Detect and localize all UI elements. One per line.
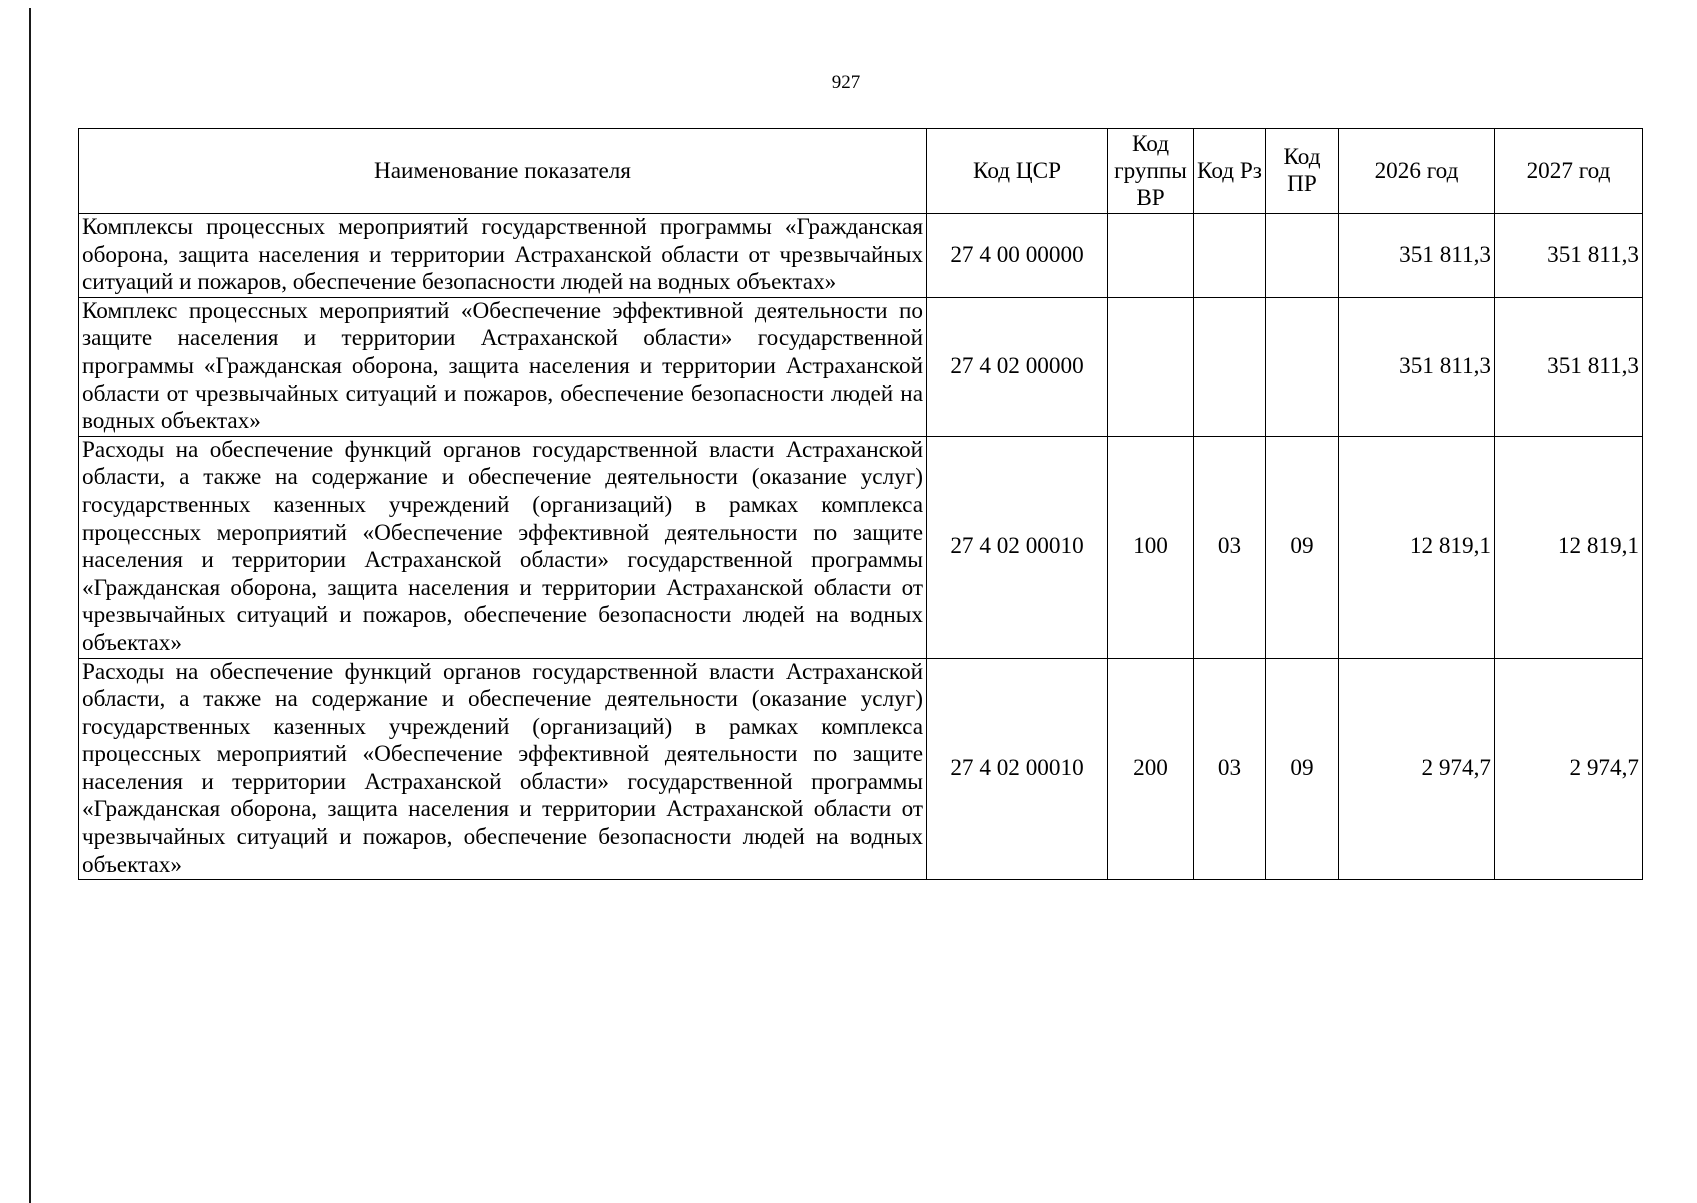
row-2027: 2 974,7 (1495, 658, 1643, 880)
header-2026: 2026 год (1339, 129, 1495, 214)
row-pr (1266, 297, 1339, 436)
header-2027: 2027 год (1495, 129, 1643, 214)
row-pr (1266, 214, 1339, 298)
header-vr: Код группы ВР (1108, 129, 1194, 214)
table-row (79, 658, 1643, 880)
row-2026: 351 811,3 (1339, 297, 1495, 436)
row-pr: 09 (1266, 658, 1339, 880)
row-2026: 2 974,7 (1339, 658, 1495, 880)
page-number: 927 (831, 72, 861, 93)
row-csr: 27 4 00 00000 (927, 214, 1108, 298)
row-csr: 27 4 02 00010 (927, 658, 1108, 880)
row-vr: 100 (1108, 436, 1194, 658)
row-vr (1108, 297, 1194, 436)
row-csr: 27 4 02 00000 (927, 297, 1108, 436)
row-name: Расходы на обеспечение функций органов государственной власти Астраханской области, а также на содержание и обеспечение деятельности (оказание услуг) государственных казенных учреждений (организаций) в рамках комплекса процессных мероприятий «Обеспечение эффективной деятельности по защите населения и территории Астраханской области» государственной программы «Гражданская оборона, защита населения и территории Астраханской области от чрезвычайных ситуаций и пожаров, обеспечение безопасности людей на водных объектах» (79, 658, 927, 880)
row-2027: 351 811,3 (1495, 214, 1643, 298)
row-2027: 12 819,1 (1495, 436, 1643, 658)
row-csr: 27 4 02 00010 (927, 436, 1108, 658)
header-name: Наименование показателя (79, 129, 927, 214)
row-rz (1194, 214, 1266, 298)
row-vr: 200 (1108, 658, 1194, 880)
table-row (79, 297, 1643, 436)
header-rz: Код Рз (1194, 129, 1266, 214)
row-name: Расходы на обеспечение функций органов государственной власти Астраханской области, а также на содержание и обеспечение деятельности (оказание услуг) государственных казенных учреждений (организаций) в рамках комплекса процессных мероприятий «Обеспечение эффективной деятельности по защите населения и территории Астраханской области» государственной программы «Гражданская оборона, защита населения и территории Астраханской области от чрезвычайных ситуаций и пожаров, обеспечение безопасности людей на водных объектах» (79, 436, 927, 658)
row-vr (1108, 214, 1194, 298)
binding-margin-line (29, 8, 31, 1203)
header-csr: Код ЦСР (927, 129, 1108, 214)
budget-table (78, 128, 1643, 880)
row-name: Комплексы процессных мероприятий государственной программы «Гражданская оборона, защита населения и территории Астраханской области от чрезвычайных ситуаций и пожаров, обеспечение безопасности людей на водных объектах» (79, 214, 927, 298)
header-pr: Код ПР (1266, 129, 1339, 214)
row-2026: 351 811,3 (1339, 214, 1495, 298)
row-pr: 09 (1266, 436, 1339, 658)
table-header-row (79, 129, 1643, 214)
row-rz (1194, 297, 1266, 436)
row-name: Комплекс процессных мероприятий «Обеспечение эффективной деятельности по защите населения и территории Астраханской области» государственной программы «Гражданская оборона, защита населения и территории Астраханской области от чрезвычайных ситуаций и пожаров, обеспечение безопасности людей на водных объектах» (79, 297, 927, 436)
row-rz: 03 (1194, 436, 1266, 658)
table-row (79, 214, 1643, 298)
table-row (79, 436, 1643, 658)
row-2027: 351 811,3 (1495, 297, 1643, 436)
row-2026: 12 819,1 (1339, 436, 1495, 658)
row-rz: 03 (1194, 658, 1266, 880)
